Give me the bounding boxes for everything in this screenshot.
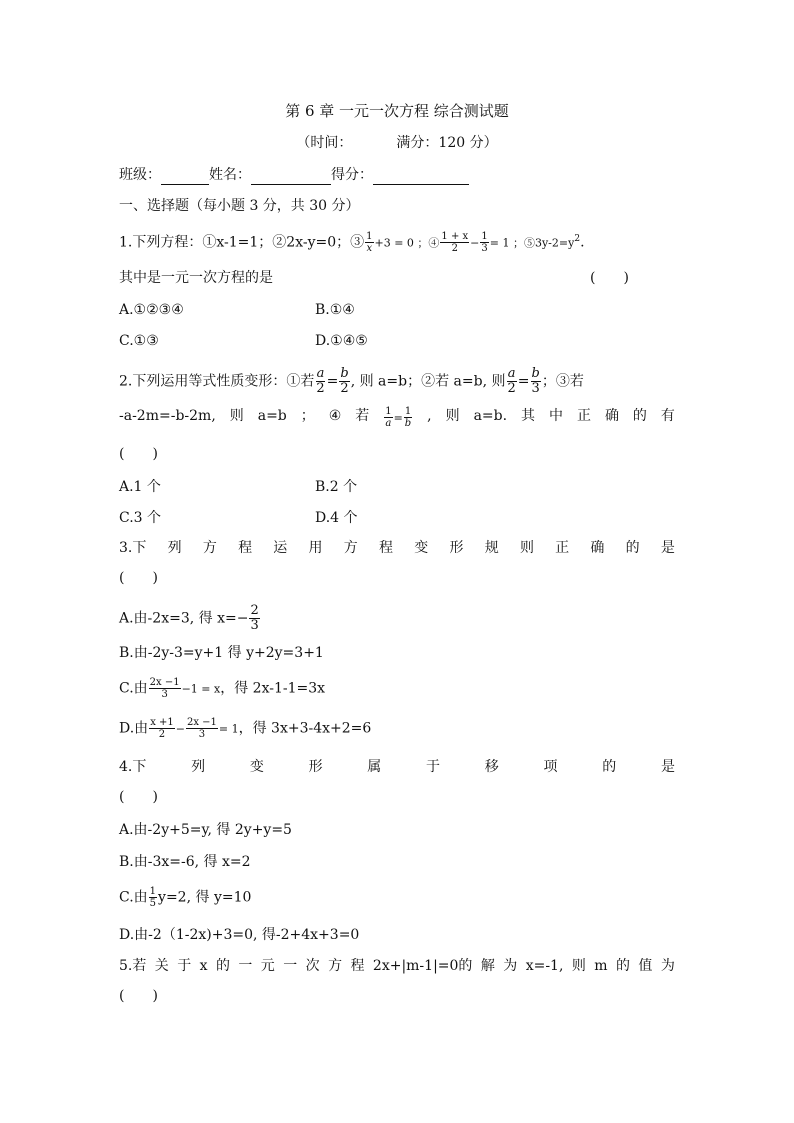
answer-paren-4[interactable]: ( ) [119, 789, 158, 805]
q1-text-a: 1.下列方程：①x-1=1；②2x-y=0；③ [119, 234, 365, 251]
score-blank[interactable] [373, 168, 469, 185]
q2-option-c[interactable]: C.3 个 [119, 510, 162, 526]
q2-fraction-e: $\frac{1}{a}$ [385, 406, 392, 429]
q3-option-c[interactable]: C.由 $\frac{2x -1}{3}$ −1 = x，得 2x-1-1=3x [119, 677, 326, 700]
full-score-label: 满分：120 分） [396, 135, 498, 151]
q4-option-a[interactable]: A.由-2y+5=y, 得 2y+y=5 [119, 822, 292, 838]
student-info-row [119, 165, 469, 185]
q4-option-b[interactable]: B.由-3x=-6, 得 x=2 [119, 854, 251, 870]
q2-option-b[interactable]: B.2 个 [315, 479, 358, 495]
q4-c-fraction: $\frac{1}{5}$ [149, 886, 157, 909]
question-1-line-2: 其中是一元一次方程的是 [119, 270, 273, 286]
q2-fraction-a: $\frac{a}{2}$ [316, 366, 325, 396]
q2-option-d[interactable]: D.4 个 [315, 510, 358, 526]
name-label: 姓名： [209, 167, 251, 183]
q2-text-c: ；③若 [541, 373, 584, 390]
question-1-line-1: 1.下列方程：①x-1=1；②2x-y=0；③ $\frac{1}{x}$ +3 = 0 ；④ $\frac{1 + x}{2}$ − $\frac{1}{3}$ = 1 ；$⑤3y-2=y^2$. [119, 231, 585, 255]
q1-text-b: +3 = 0 ；④ [374, 236, 440, 250]
question-5-line-1: 5.若 关 于 x 的 一 元 一 次 方 程 2x+|m-1|=0的 解 为 x=-1, 则 m 的 值 为 [119, 958, 675, 974]
exam-info [0, 133, 794, 153]
q2-option-a[interactable]: A.1 个 [119, 479, 161, 495]
name-blank[interactable] [251, 168, 331, 185]
q4-option-c[interactable]: C.由 $\frac{1}{5}$ y=2, 得 y=10 [119, 886, 252, 909]
question-2-line-2: -a-2m=-b-2m, 则 a=b ； ④ 若 $\frac{1}{a}$ = $\frac{1}{b}$ , 则 a=b. 其 中 正 确 的 有 [119, 406, 675, 429]
question-3-line-1: 3.下 列 方 程 运 用 方 程 变 形 规 则 正 确 的 是 [119, 540, 675, 556]
q1-text-c: = 1 ；⑤3y-2=y [489, 236, 575, 250]
q2-text-b: , 则 a=b；②若 a=b, 则 [350, 373, 506, 390]
q2-fraction-b: $\frac{b}{2}$ [340, 366, 349, 396]
q1-option-b[interactable]: B.①④ [315, 302, 355, 318]
q3-option-d[interactable]: D.由 $\frac{x +1}{2}$ − $\frac{2x -1}{3}$ = 1，得 3x+3-4x+2=6 [119, 717, 372, 740]
q3-d-fraction-2: $\frac{2x -1}{3}$ [186, 717, 217, 740]
q3-option-a[interactable]: A.由-2x=3, 得 x=− $\frac{2}{3}$ [119, 603, 259, 633]
q1-option-d[interactable]: D.①④⑤ [315, 333, 368, 349]
q4-option-d[interactable]: D.由-2（1-2x)+3=0, 得-2+4x+3=0 [119, 927, 360, 943]
time-label: （时间： [296, 135, 353, 151]
q3-c-fraction: $\frac{2x -1}{3}$ [149, 677, 180, 700]
q3-option-b[interactable]: B.由-2y-3=y+1 得 y+2y=3+1 [119, 645, 324, 661]
section-heading: 一、选择题（每小题 3 分，共 30 分） [119, 198, 360, 214]
q2-fraction-f: $\frac{1}{b}$ [404, 406, 412, 429]
q2-fraction-d: $\frac{b}{3}$ [531, 366, 540, 396]
question-4-line-1: 4.下 列 变 形 属 于 移 项 的 是 [119, 759, 675, 775]
q3-a-fraction: $\frac{2}{3}$ [250, 603, 259, 633]
answer-paren-5[interactable]: ( ) [119, 988, 158, 1004]
q1-option-a[interactable]: A.①②③④ [119, 302, 184, 318]
question-2-line-1: 2.下列运用等式性质变形：①若 $\frac{a}{2}$ = $\frac{b}{2}$ , 则 a=b；②若 a=b, 则 $\frac{a}{2}$ = $\frac{b}{3}$ ；③若 [119, 366, 584, 396]
q3-d-fraction-1: $\frac{x +1}{2}$ [150, 717, 174, 740]
answer-paren-1[interactable]: ( ) [590, 270, 629, 286]
class-blank[interactable] [161, 168, 209, 185]
page-title: 第 6 章 一元一次方程 综合测试题 [285, 102, 509, 120]
score-label: 得分： [331, 167, 373, 183]
class-label: 班级： [119, 167, 161, 183]
q2-fraction-c: $\frac{a}{2}$ [507, 366, 516, 396]
q1-option-c[interactable]: C.①③ [119, 333, 159, 349]
q1-fraction-4b: $\frac{1}{3}$ [481, 231, 488, 255]
q2-text-a: 2.下列运用等式性质变形：①若 [119, 373, 315, 390]
answer-paren-3[interactable]: ( ) [119, 570, 158, 586]
q1-fraction-4a: $\frac{1 + x}{2}$ [441, 231, 469, 255]
answer-paren-2[interactable]: ( ) [119, 446, 158, 462]
q1-fraction-3: $\frac{1}{x}$ [366, 231, 373, 255]
